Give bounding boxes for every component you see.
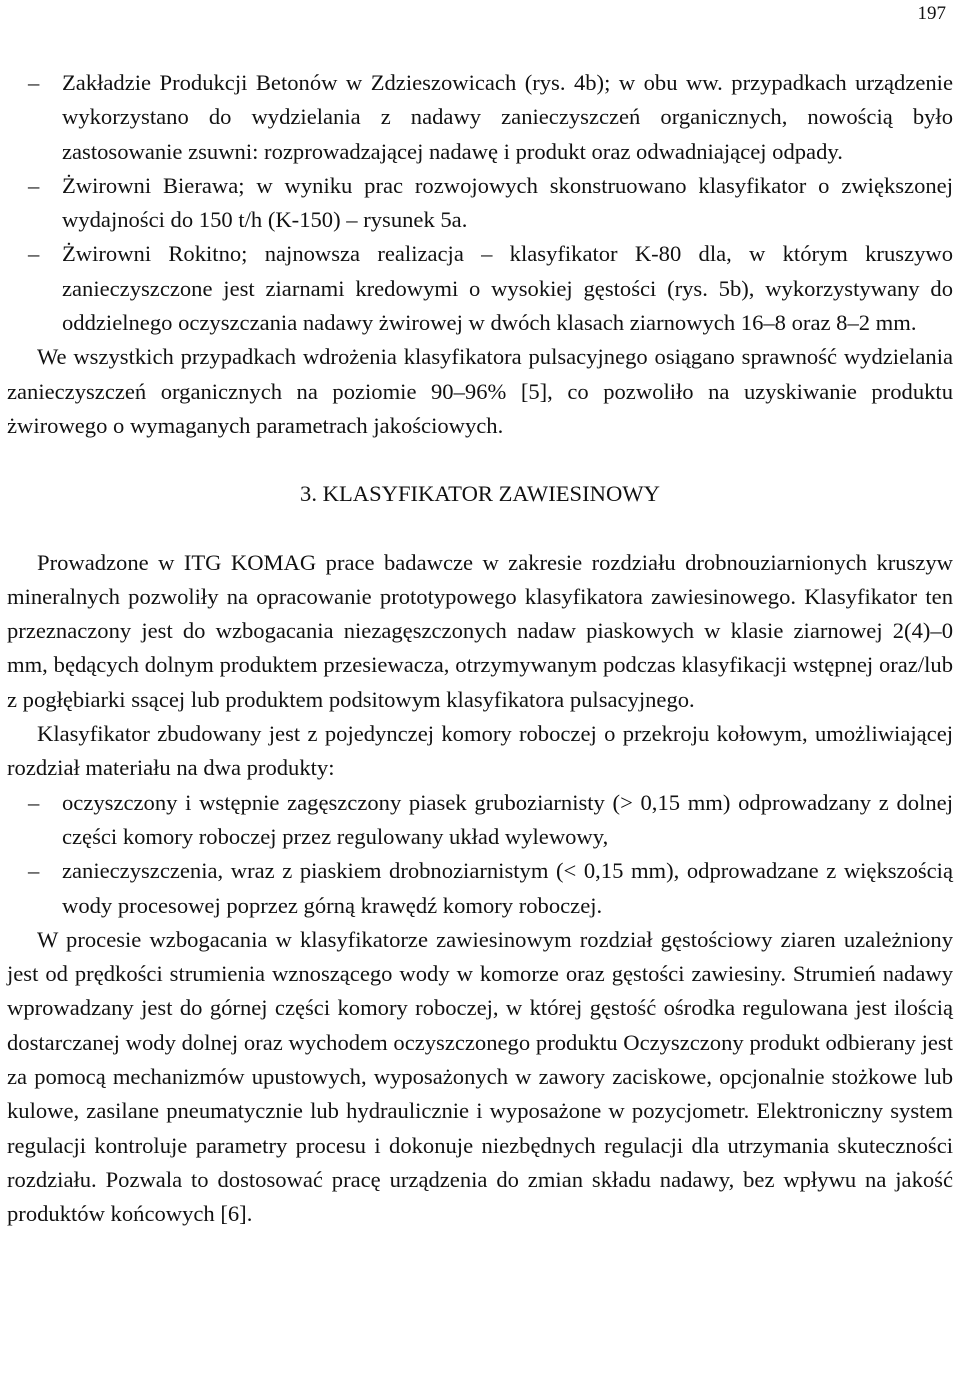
list-item-text: oczyszczony i wstępnie zagęszczony piasek gruboziarnisty (> 0,15 mm) odprowadzany z dolnej części komory roboczej przez regulowany układ wylewowy, — [62, 789, 953, 849]
list-item-text: Żwirowni Bierawa; w wyniku prac rozwojowych skonstruowano klasyfikator o zwiększonej wydajności do 150 t/h (K-150) – rysunek 5a. — [62, 172, 953, 233]
paragraph-efficiency: We wszystkich przypadkach wdrożenia klasyfikatora pulsacyjnego osiągano sprawność wydzielania zanieczyszczeń organicznych na poziomie 90–96% [5], co pozwoliło na uzyskiwanie produktu żwirowego o wymaganych parametrach jakościowych. — [7, 344, 953, 438]
list-item-text: Żwirowni Rokitno; najnowsza realizacja – klasyfikator K-80 dla, w którym kruszywo zanieczyszczone jest ziarnami kredowymi o wysokiej gęstości (rys. 5b), wykorzystywany do oddzielnego oczyszczania nadawy żwirowej w dwóch klasach ziarnowych 16–8 oraz 8–2 mm. — [62, 241, 953, 336]
list-item-text: zanieczyszczenia, wraz z piaskiem drobnoziarnistym (< 0,15 mm), odprowadzane z większością wody procesowej poprzez górną krawędź komory roboczej. — [62, 858, 953, 918]
list-item — [7, 854, 953, 923]
list-item — [7, 169, 953, 238]
bullet-dash: – — [28, 172, 40, 198]
list-item — [7, 237, 953, 340]
page-number: 197 — [917, 3, 946, 24]
paragraph-research: Prowadzone w ITG KOMAG prace badawcze w zakresie rozdziału drobnouziarnionych kruszyw mineralnych pozwoliły na opracowanie prototypowego klasyfikatora zawiesinowego. Klasyfikator ten przeznaczony jest do wzbogacania niezagęszczonych nadaw piaskowych w klasie ziarnowej 2(4)–0 mm, będących dolnym produktem przesiewacza, otrzymywanym podczas klasyfikacji wstępnej oraz/lub z pogłębiarki ssącej lub produktem podsitowym klasyfikatora pulsacyjnego. — [7, 549, 953, 712]
list-item — [7, 786, 953, 855]
list-item-text: Zakładzie Produkcji Betonów w Zdzieszowicach (rys. 4b); w obu ww. przypadkach urządzenie wykorzystano do wydzielania z nadawy zanieczyszczeń organicznych, nowością było zastosowanie zsuwni: rozprowadzającej nadawę i produkt oraz odwadniającej odpady. — [62, 70, 953, 164]
document-body — [7, 66, 953, 1232]
bullet-dash: – — [28, 241, 40, 267]
bullet-dash: – — [28, 789, 40, 815]
list-item — [7, 66, 953, 169]
paragraph-process: W procesie wzbogacania w klasyfikatorze zawiesinowym rozdział gęstościowy ziaren uzależniony jest od prędkości strumienia wznoszącego wody w komorze oraz gęstości zawiesiny. Strumień nadawy wprowadzany jest do górnej części komory roboczej, w której gęstość ośrodka regulowana jest ilością dostarczanej wody dolnej oraz wychodem oczyszczonego produktu Oczyszczony produkt odbierany jest za pomocą mechanizmów upustowych, wyposażonych w zawory zaciskowe, opcjonalnie stożkowe lub kulowe, zasilane pneumatycznie lub hydraulicznie i wyposażone w pozycjometr. Elektroniczny system regulacji kontroluje parametry procesu i dokonuje niezbędnych regulacji dla utrzymania skuteczności rozdziału. Pozwala to dostosować pracę urządzenia do zmian składu nadawy, bez wpływu na jakość produktów końcowych [6]. — [7, 926, 953, 1227]
section-heading: 3. KLASYFIKATOR ZAWIESINOWY — [300, 481, 660, 507]
bullet-dash: – — [28, 858, 40, 884]
paragraph-construction: Klasyfikator zbudowany jest z pojedynczej komory roboczej o przekroju kołowym, umożliwiającej rozdział materiału na dwa produkty: — [7, 721, 953, 781]
bullet-dash: – — [28, 70, 40, 95]
